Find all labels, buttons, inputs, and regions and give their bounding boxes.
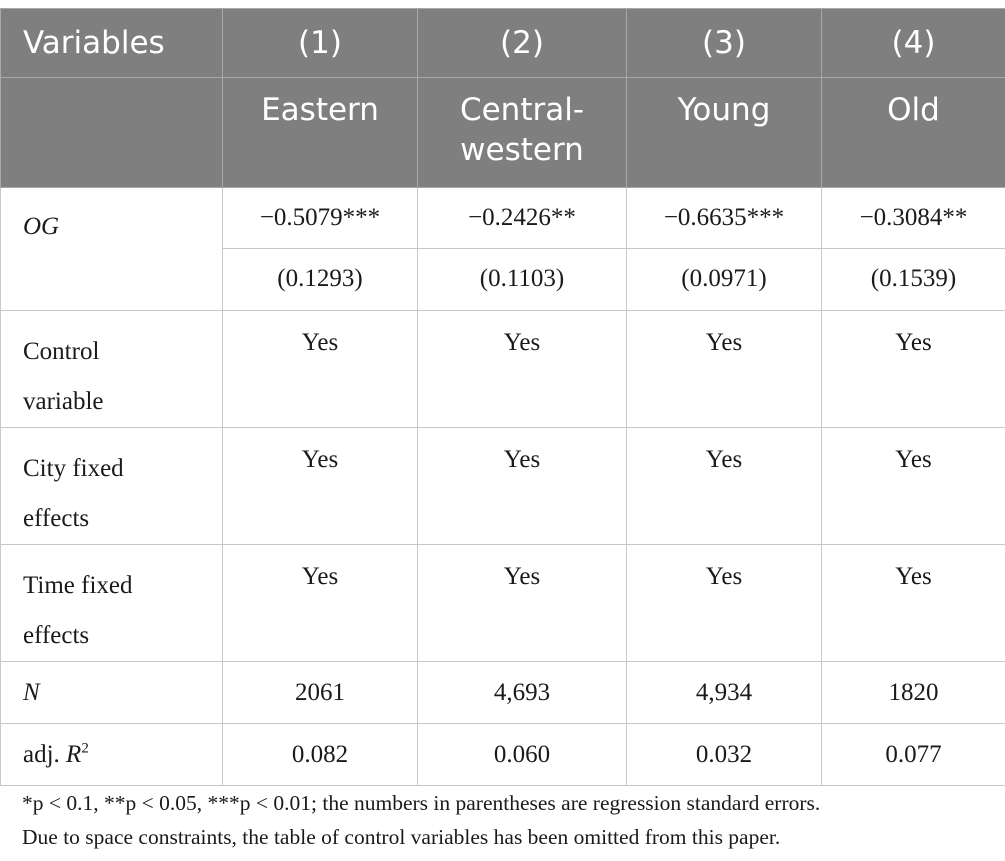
n-4: 1820 xyxy=(822,662,1005,724)
city-line1: City fixed xyxy=(23,455,124,482)
row-label-time xyxy=(1,545,223,662)
table-body xyxy=(1,188,1005,786)
header-blank xyxy=(1,78,223,188)
n-2: 4,693 xyxy=(418,662,627,724)
regression-table xyxy=(0,8,1005,786)
og-coef-1: −0.5079*** xyxy=(223,188,418,249)
og-se-4: (0.1539) xyxy=(822,249,1005,311)
r2-var: R xyxy=(66,741,82,768)
row-label-r2 xyxy=(1,724,223,786)
control-2: Yes xyxy=(418,311,627,428)
city-line2: effects xyxy=(23,505,90,532)
header-col4-name: Old xyxy=(822,78,1005,188)
table-header xyxy=(1,9,1005,188)
n-1: 2061 xyxy=(223,662,418,724)
header-col1-num: (1) xyxy=(223,9,418,78)
control-3: Yes xyxy=(627,311,822,428)
control-line1: Control xyxy=(23,338,100,365)
og-se-2: (0.1103) xyxy=(418,249,627,311)
header-col4-num: (4) xyxy=(822,9,1005,78)
row-label-control xyxy=(1,311,223,428)
r2-3: 0.032 xyxy=(627,724,822,786)
city-4: Yes xyxy=(822,428,1005,545)
control-line2: variable xyxy=(23,388,104,415)
time-1: Yes xyxy=(223,545,418,662)
time-2: Yes xyxy=(418,545,627,662)
footnote-line2: Due to space constraints, the table of control variables has been omitted from this paper. xyxy=(22,825,781,849)
og-se-1: (0.1293) xyxy=(223,249,418,311)
og-se-3: (0.0971) xyxy=(627,249,822,311)
header-col3-num: (3) xyxy=(627,9,822,78)
city-3: Yes xyxy=(627,428,822,545)
r2-4: 0.077 xyxy=(822,724,1005,786)
table-row xyxy=(1,545,1005,662)
time-line2: effects xyxy=(23,622,90,649)
table-row xyxy=(1,662,1005,724)
time-4: Yes xyxy=(822,545,1005,662)
control-4: Yes xyxy=(822,311,1005,428)
table-row xyxy=(1,428,1005,545)
table-footnote xyxy=(22,786,997,854)
r2-sup: 2 xyxy=(81,740,89,757)
table-row xyxy=(1,311,1005,428)
og-coef-3: −0.6635*** xyxy=(627,188,822,249)
r2-prefix: adj. xyxy=(23,741,67,768)
table-row xyxy=(1,724,1005,786)
row-label-city xyxy=(1,428,223,545)
header-col1-name: Eastern xyxy=(223,78,418,188)
header-variables: Variables xyxy=(1,9,223,78)
row-label-n: N xyxy=(1,662,223,724)
og-coef-2: −0.2426** xyxy=(418,188,627,249)
city-1: Yes xyxy=(223,428,418,545)
footnote-line1: *p < 0.1, **p < 0.05, ***p < 0.01; the numbers in parentheses are regression standard errors. xyxy=(22,791,821,815)
time-line1: Time fixed xyxy=(23,572,133,599)
header-col2-line1: Central- xyxy=(459,92,585,128)
row-label-og: OG xyxy=(1,188,223,311)
header-col2-num: (2) xyxy=(418,9,627,78)
time-3: Yes xyxy=(627,545,822,662)
header-col3-name: Young xyxy=(627,78,822,188)
n-3: 4,934 xyxy=(627,662,822,724)
control-1: Yes xyxy=(223,311,418,428)
og-coef-4: −0.3084** xyxy=(822,188,1005,249)
city-2: Yes xyxy=(418,428,627,545)
r2-2: 0.060 xyxy=(418,724,627,786)
header-col2-name xyxy=(418,78,627,188)
header-col2-line2: western xyxy=(460,132,584,168)
table-row xyxy=(1,188,1005,249)
r2-1: 0.082 xyxy=(223,724,418,786)
